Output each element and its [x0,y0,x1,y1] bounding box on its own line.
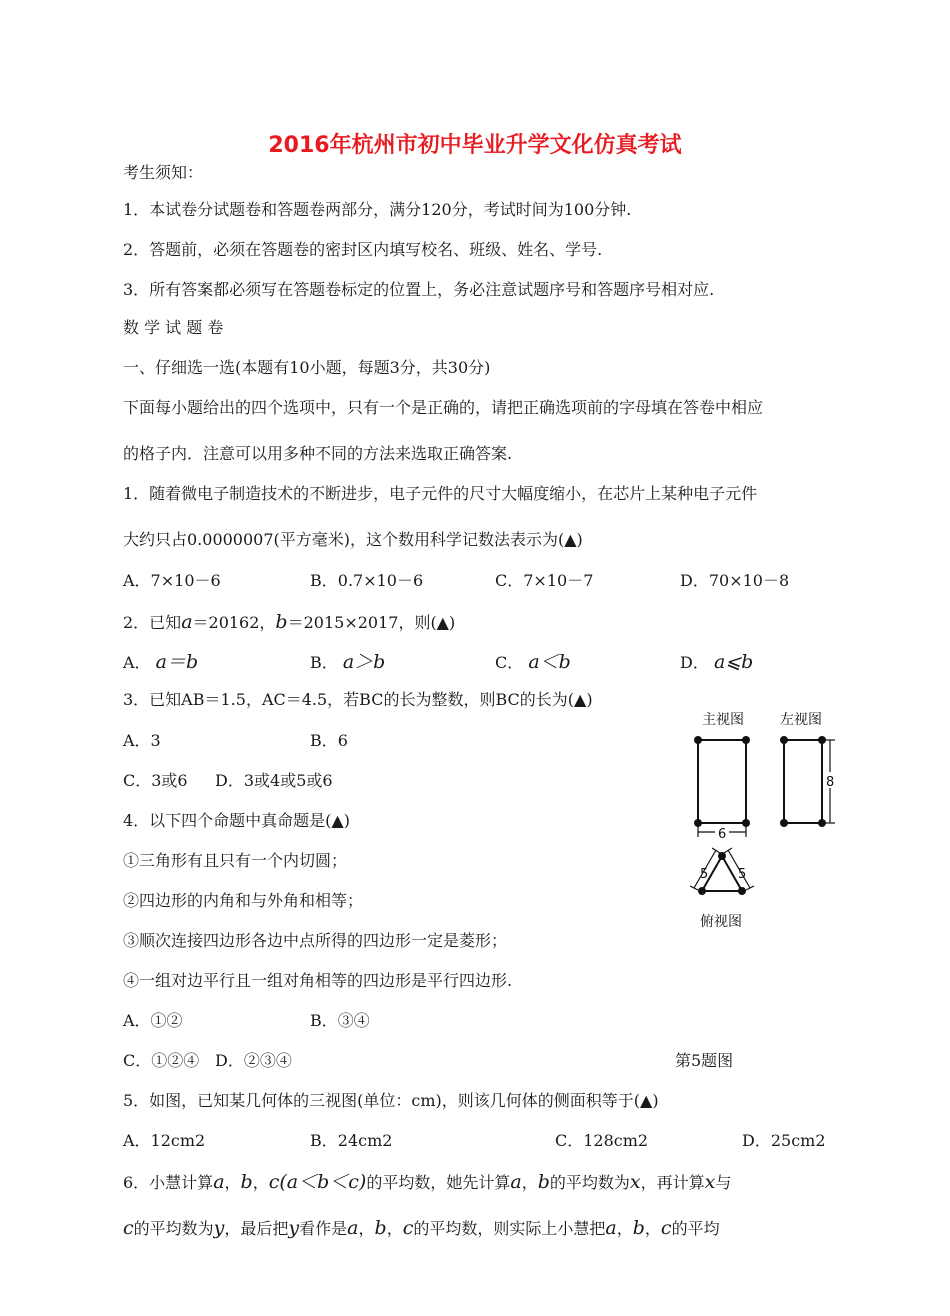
q2-eq-a: ＝20162， [192,613,276,632]
section-intro-line-2: 的格子内．注意可以用多种不同的方法来选取正确答案. [123,444,513,463]
side-view-label: 左视图 [780,712,822,728]
q2-option-c [495,652,571,673]
q6-text: 与 [715,1173,732,1192]
notice-heading: 考生须知： [123,163,204,182]
width-dimension-label: 6 [718,827,727,842]
q5-option-d: D．25cm2 [742,1131,826,1150]
q2-stem [123,612,455,633]
q4-option-b: B．③④ [310,1011,370,1030]
notice-item-1: 1．本试卷分试题卷和答题卷两部分，满分120分，考试时间为100分钟. [123,200,632,219]
q2-option-a-expr: a＝b [155,651,199,673]
notice-item-2: 2．答题前，必须在答题卷的密封区内填写校名、班级、姓名、学号. [123,240,603,259]
q6-sep: ， [252,1173,269,1192]
side-view-vertices [780,736,826,827]
q1-option-a: A．7×10－6 [123,571,221,590]
q6-text: 6．小慧计算 [123,1173,214,1192]
q6-sep: ， [386,1219,403,1238]
q6-var: c [123,1217,134,1239]
q1-option-d: D．70×10－8 [680,571,790,590]
q6-var: y [288,1217,300,1239]
q6-var: b [374,1217,387,1239]
section-heading: 一、仔细选一选(本题有10小题，每题3分，共30分) [123,358,491,377]
q5-stem: 5．如图，已知某几何体的三视图(单位：cm)，则该几何体的侧面积等于(▲) [123,1091,659,1110]
q2-option-a [123,652,198,673]
q5-option-a: A．12cm2 [123,1131,206,1150]
q6-line-1 [123,1172,731,1193]
q6-var: b [632,1217,645,1239]
q4-prop-3: ③顺次连接四边形各边中点所得的四边形一定是菱形； [123,931,508,950]
exam-title: 2016年杭州市初中毕业升学文化仿真考试 [268,133,682,158]
q6-sep: ， [521,1173,538,1192]
q1-option-b: B．0.7×10－6 [310,571,424,590]
paper-name: 数 学 试 题 卷 [123,318,224,337]
q6-sep: ， [616,1219,633,1238]
q5-option-b: B．24cm2 [310,1131,393,1150]
q3-option-b: B．6 [310,731,348,750]
q4-option-d: D．②③④ [215,1051,292,1070]
side-view [784,740,822,823]
q6-sep: ， [644,1219,661,1238]
front-view-vertices [694,736,750,827]
q4-prop-4: ④一组对边平行且一组对角相等的四边形是平行四边形. [123,971,513,990]
q6-var: a [213,1171,225,1193]
q3-stem: 3．已知AB＝1.5，AC＝4.5，若BC的长为整数，则BC的长为(▲) [123,690,593,709]
q6-sep: ， [224,1173,241,1192]
top-view-label: 俯视图 [700,914,742,930]
vertex-dot [694,819,702,827]
notice-item-3: 3．所有答案都必须写在答题卷标定的位置上，务必注意试题序号和答题序号相对应. [123,280,715,299]
q6-line-2 [123,1218,720,1239]
q3-option-d: D．3或4或5或6 [215,771,333,790]
q6-text: ，最后把 [224,1219,289,1238]
q6-text: ，再计算 [640,1173,705,1192]
slant-right-label: 5 [738,867,747,882]
q6-var: x [629,1171,641,1193]
slant-left-label: 5 [700,867,709,882]
q3-option-c: C．3或6 [123,771,188,790]
q4-stem: 4．以下四个命题中真命题是(▲) [123,811,350,830]
q6-var: c [268,1171,280,1193]
figure-caption: 第5题图 [675,1051,734,1070]
q4-option-a: A．①② [123,1011,183,1030]
q6-var: y [213,1217,225,1239]
q6-var: a [347,1217,359,1239]
q2-option-d-label: D． [680,653,709,672]
q6-text: 的平均数为 [133,1219,214,1238]
section-intro-line-1: 下面每小题给出的四个选项中，只有一个是正确的，请把正确选项前的字母填在答卷中相应 [123,398,764,417]
q6-text: 看作是 [299,1219,348,1238]
vertex-dot [698,887,706,895]
q6-var: a [605,1217,617,1239]
q6-var: b [537,1171,550,1193]
q4-option-c: C．①②④ [123,1051,200,1070]
q2-prefix: 2．已知 [123,613,182,632]
q2-option-d-expr: a⩽b [713,651,754,673]
q1-stem-line-2: 大约只占0.0000007(平方毫米)，这个数用科学记数法表示为(▲) [123,530,583,549]
vertex-dot [694,736,702,744]
q2-option-c-label: C． [495,653,524,672]
q6-var: c [660,1217,672,1239]
q6-condition: (a＜b＜c) [279,1171,367,1193]
vertex-dot [818,819,826,827]
q2-option-a-label: A． [123,653,151,672]
q2-option-b-expr: a＞b [342,651,386,673]
q6-text: 的平均 [671,1219,720,1238]
q2-option-b [310,652,385,673]
q6-text: 的平均数，她先计算 [366,1173,511,1192]
height-dimension-label: 8 [826,775,835,790]
front-view [698,740,746,823]
front-view-label: 主视图 [702,712,744,728]
vertex-dot [780,819,788,827]
q2-option-c-expr: a＜b [528,651,571,673]
q6-text: 的平均数，则实际上小慧把 [413,1219,606,1238]
q6-text: 的平均数为 [549,1173,630,1192]
q5-option-c: C．128cm2 [555,1131,649,1150]
q1-stem-line-1: 1．随着微电子制造技术的不断进步，电子元件的尺寸大幅度缩小，在芯片上某种电子元件 [123,484,758,503]
q2-var-a: a [181,611,193,633]
q2-option-d [680,652,753,673]
q6-var: x [704,1171,716,1193]
three-view-figure [680,700,850,940]
vertex-dot [818,736,826,744]
q2-eq-b: ＝2015×2017，则(▲) [287,613,456,632]
q2-option-b-label: B． [310,653,338,672]
q6-var: b [240,1171,253,1193]
q6-var: c [402,1217,414,1239]
q4-prop-2: ②四边形的内角和与外角和相等； [123,891,364,910]
q1-option-c: C．7×10－7 [495,571,594,590]
vertex-dot [780,736,788,744]
vertex-dot [738,887,746,895]
vertex-dot [742,819,750,827]
q3-option-a: A．3 [123,731,161,750]
q4-prop-1: ①三角形有且只有一个内切圆； [123,851,348,870]
vertex-dot [742,736,750,744]
q6-var: a [510,1171,522,1193]
q6-sep: ， [358,1219,375,1238]
q2-var-b: b [275,611,288,633]
